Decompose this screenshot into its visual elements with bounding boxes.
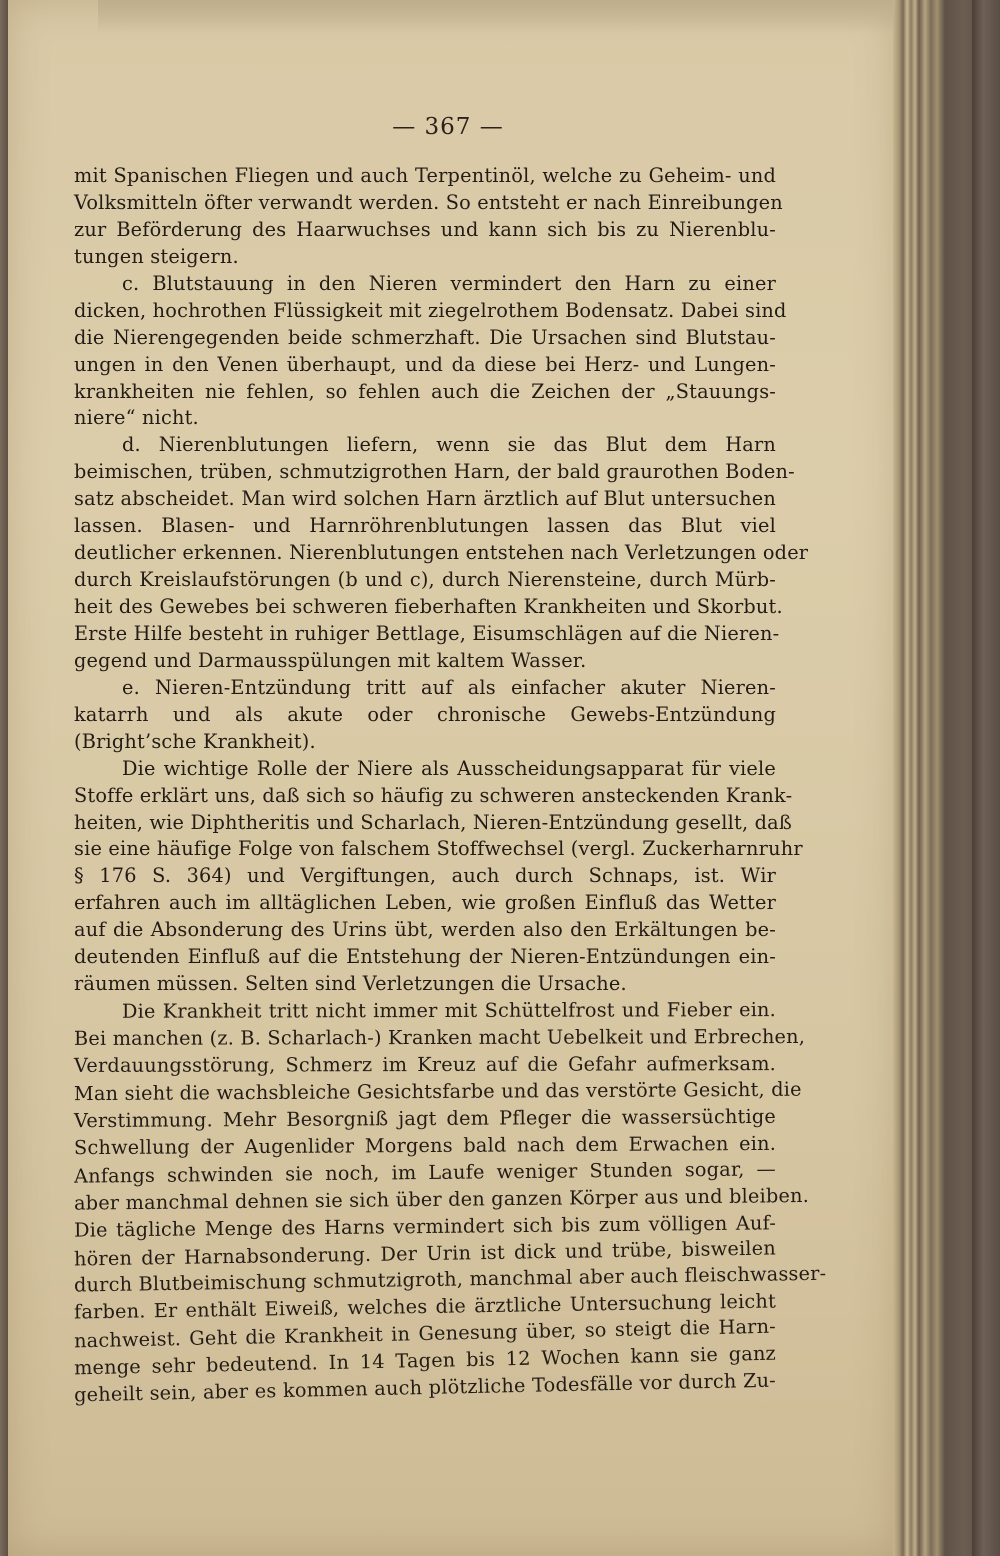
text-line: sie eine häufige Folge von falschem Stoffwechsel (vergl. Zuckerharnruhr (74, 837, 803, 861)
text-line: katarrh und als akute oder chronische Gewebs-Entzündung (74, 702, 776, 726)
text-line: die Nierengegenden beide schmerzhaft. Die Ursachen sind Blutstau- (74, 325, 776, 349)
cover-edge (972, 0, 1000, 1556)
text-line: c. Blutstauung in den Nieren vermindert den Harn zu einer (122, 271, 776, 295)
text-line: menge sehr bedeutend. In 14 Tagen bis 12 Wochen kann sie ganz (73, 1341, 777, 1380)
text-line: Volksmitteln öfter verwandt werden. So entsteht er nach Einreibungen (74, 190, 783, 214)
text-line: Stoffe erklärt uns, daß sich so häufig zu schweren ansteckenden Krank- (74, 783, 793, 807)
text-line: satz abscheidet. Man wird solchen Harn ärztlich auf Blut untersuchen (74, 487, 776, 511)
text-line: hören der Harnabsonderung. Der Urin ist dick und trübe, bisweilen (73, 1235, 777, 1271)
text-line: auf die Absonderung des Urins übt, werden also den Erkältungen be- (74, 918, 776, 942)
text-line: e. Nieren-Entzündung tritt auf als einfacher akuter Nieren- (122, 675, 776, 699)
text-line: räumen müssen. Selten sind Verletzungen die Ursache. (74, 972, 627, 996)
text-line: tungen steigern. (74, 244, 239, 268)
body-text (73, 163, 827, 1407)
text-line: d. Nierenblutungen liefern, wenn sie das Blut dem Harn (122, 433, 776, 457)
text-line: zur Beförderung des Haarwuchses und kann sich bis zu Nierenblu- (74, 217, 776, 241)
text-line: beimischen, trüben, schmutzigrothen Harn, der bald graurothen Boden- (74, 460, 795, 484)
text-line: lassen. Blasen- und Harnröhrenblutungen lassen das Blut viel (74, 514, 776, 538)
running-head (158, 0, 558, 30)
text-line: geheilt sein, aber es kommen auch plötzliche Todesfälle vor durch Zu- (73, 1368, 777, 1407)
text-line: niere“ nicht. (74, 406, 199, 430)
text-line: deutenden Einfluß auf die Entstehung der Nieren-Entzündungen ein- (74, 945, 776, 969)
text-line: Die tägliche Menge des Harns vermindert sich bis zum völligen Auf- (73, 1210, 777, 1242)
text-line: Anfangs schwinden sie noch, im Laufe weniger Stunden sogar, — (73, 1157, 777, 1188)
text-line: Verdauungsstörung, Schmerz im Kreuz auf die Gefahr aufmerksam. (73, 1052, 777, 1077)
text-line: gegend und Darmausspülungen mit kaltem Wasser. (74, 648, 587, 672)
text-line: mit Spanischen Fliegen und auch Terpentinöl, welche zu Geheim- und (74, 164, 776, 187)
text-line: Erste Hilfe besteht in ruhiger Bettlage, Eisumschlägen auf die Nieren- (74, 621, 780, 645)
text-line: Bei manchen (z. B. Scharlach-) Kranken macht Uebelkeit und Erbrechen, (73, 1025, 806, 1050)
text-line: aber manchmal dehnen sie sich über den ganzen Körper aus und bleiben. (73, 1183, 810, 1215)
text-line: dicken, hochrothen Flüssigkeit mit ziegelrothem Bodensatz. Dabei sind (74, 298, 787, 322)
text-line: Man sieht die wachsbleiche Gesichtsfarbe und das verstörte Gesicht, die (73, 1077, 802, 1106)
text-line: durch Blutbeimischung schmutzigroth, manchmal aber auch fleischwasser- (73, 1262, 827, 1297)
text-line: deutlicher erkennen. Nierenblutungen entstehen nach Verletzungen oder (74, 541, 809, 565)
text-line: heiten, wie Diphtheritis und Scharlach, Nieren-Entzündung gesellt, daß (74, 810, 792, 834)
text-line: Schwellung der Augenlider Morgens bald nach dem Erwachen ein. (73, 1131, 777, 1159)
text-line: ungen in den Venen überhaupt, und da diese bei Herz- und Lungen- (74, 352, 776, 376)
text-line: (Bright’sche Krankheit). (74, 729, 316, 753)
page-number: — 367 — (392, 114, 504, 140)
text-line: erfahren auch im alltäglichen Leben, wie großen Einfluß das Wetter (74, 891, 776, 915)
page-paper (8, 0, 896, 1556)
text-line: farben. Er enthält Eiweiß, welches die ärztliche Untersuchung leicht (73, 1289, 777, 1324)
text-line: krankheiten nie fehlen, so fehlen auch die Zeichen der „Stauungs- (74, 379, 776, 403)
text-line: Verstimmung. Mehr Besorgniß jagt dem Pfleger die wassersüchtige (73, 1104, 777, 1132)
text-line: Die wichtige Rolle der Niere als Ausscheidungsapparat für viele (122, 756, 776, 780)
text-line: durch Kreislaufstörungen (b und c), durch Nierensteine, durch Mürb- (74, 568, 776, 592)
text-line: heit des Gewebes bei schweren fieberhaften Krankheiten und Skorbut. (74, 595, 783, 618)
text-line: nachweist. Geht die Krankheit in Genesung über, so steigt die Harn- (73, 1314, 777, 1353)
text-line: § 176 S. 364) und Vergiftungen, auch durch Schnaps, ist. Wir (74, 864, 776, 888)
text-line: Die Krankheit tritt nicht immer mit Schüttelfrost und Fieber ein. (121, 998, 777, 1023)
